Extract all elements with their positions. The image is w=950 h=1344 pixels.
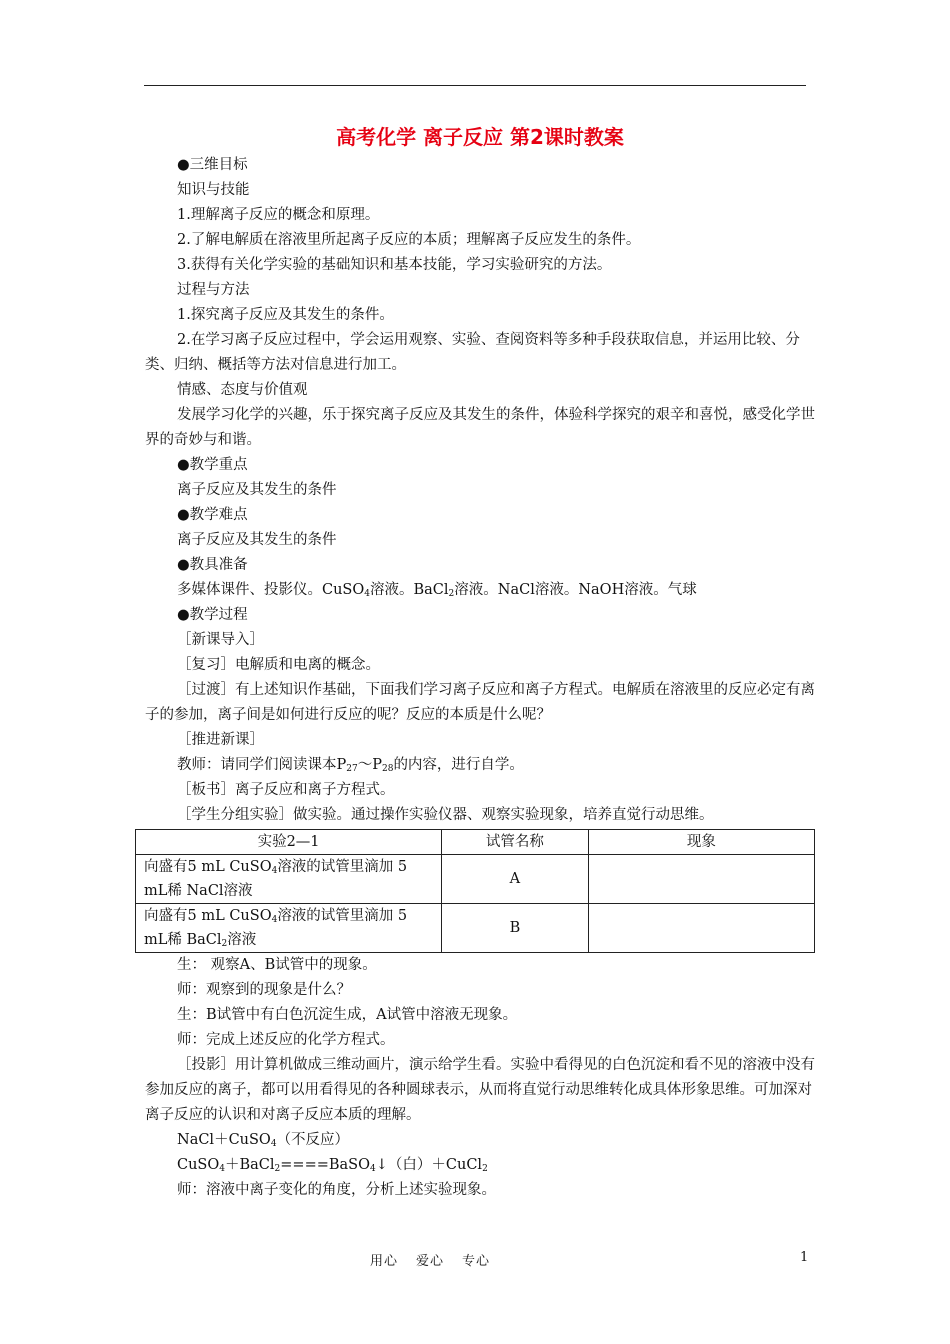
motto-1: 用心	[370, 1254, 399, 1269]
knowledge-item-3: 3.获得有关化学实验的基础知识和基本技能，学习实验研究的方法。	[177, 257, 612, 273]
table-header-row	[136, 830, 815, 855]
difficulty-heading: ●教学难点	[177, 507, 248, 523]
process2-heading: ●教学过程	[177, 607, 248, 623]
process-item-2: 2.在学习离子反应过程中，学会运用观察、实验、查阅资料等多种手段获取信息，并运用比较、分类、归纳、概括等方法对信息进行加工。	[145, 332, 800, 373]
table-row	[136, 855, 815, 904]
difficulty-text: 离子反应及其发生的条件	[177, 532, 337, 548]
equation-1: NaCl＋CuSO$_4$（不反应）	[177, 1132, 350, 1149]
emotion-item: 发展学习化学的兴趣，乐于探究离子反应及其发生的条件，体验科学探究的艰辛和喜悦，感受化学世界的奇妙与和谐。	[145, 407, 815, 448]
transition: ［过渡］有上述知识作基础，下面我们学习离子反应和离子方程式。电解质在溶液里的反应必定有离子的参加，离子间是如何进行反应的呢？反应的本质是什么呢？	[145, 682, 815, 723]
header-tube: 试管名称	[442, 830, 589, 855]
row2-phenomenon	[588, 904, 814, 953]
focus-text: 离子反应及其发生的条件	[177, 482, 337, 498]
goals-heading: ●三维目标	[177, 157, 248, 173]
header-experiment: 实验2—1	[136, 830, 442, 855]
focus-heading: ●教学重点	[177, 457, 248, 473]
experiment-table	[135, 829, 815, 953]
footer-motto	[370, 1250, 508, 1269]
teacher-instruction: 教师：请同学们阅读课本$P_{27}\sim P_{28}$的内容，进行自学。	[177, 757, 524, 774]
projection-text: ［投影］用计算机做成三维动画片，演示给学生看。实验中看得见的白色沉淀和看不见的溶液中没有参加反应的离子，都可以用看得见的各种圆球表示，从而将直觉行动思维转化成具体形象思维。可加深对离子反应的认识和对离子反应本质的理解。	[145, 1057, 815, 1123]
group-experiment: ［学生分组实验］做实验。通过操作实验仪器、观察实验现象，培养直觉行动思维。	[177, 807, 714, 823]
teacher-line-2: 师：完成上述反应的化学方程式。	[177, 1032, 395, 1048]
new-intro: ［新课导入］	[177, 632, 264, 648]
row1-phenomenon	[588, 855, 814, 904]
board-note: ［板书］离子反应和离子方程式。	[177, 782, 395, 798]
motto-2: 爱心	[416, 1254, 445, 1269]
process-item-1: 1.探究离子反应及其发生的条件。	[177, 307, 394, 323]
advance: ［推进新课］	[177, 732, 264, 748]
document-body	[145, 122, 815, 1203]
equation-2: CuSO$_4$＋BaCl$_2$====BaSO$_4$↓（白）＋CuCl$_2$	[177, 1157, 488, 1174]
student-line-1: 生： 观察A、B试管中的现象。	[177, 957, 377, 973]
row2-tube: B	[442, 904, 589, 953]
row1-tube: A	[442, 855, 589, 904]
prep-heading: ●教具准备	[177, 557, 248, 573]
motto-3: 专心	[462, 1254, 491, 1269]
knowledge-item-2: 2.了解电解质在溶液里所起离子反应的本质；理解离子反应发生的条件。	[177, 232, 641, 248]
review: ［复习］电解质和电离的概念。	[177, 657, 380, 673]
teacher-line-1: 师：观察到的现象是什么？	[177, 982, 351, 998]
table-row	[136, 904, 815, 953]
student-line-2: 生：B试管中有白色沉淀生成，A试管中溶液无现象。	[177, 1007, 518, 1023]
emotion-heading: 情感、态度与价值观	[177, 382, 308, 398]
header-rule	[144, 85, 806, 86]
page-number: 1	[800, 1250, 809, 1265]
knowledge-heading: 知识与技能	[177, 182, 250, 198]
document-title: 高考化学 离子反应 第2课时教案	[336, 125, 624, 149]
row2-procedure: 向盛有5 mL CuSO$_4$溶液的试管里滴加 5 mL稀 BaCl$_2$溶液	[136, 904, 442, 953]
process-heading: 过程与方法	[177, 282, 250, 298]
knowledge-item-1: 1.理解离子反应的概念和原理。	[177, 207, 380, 223]
header-phenomenon: 现象	[588, 830, 814, 855]
teacher-line-3: 师：溶液中离子变化的角度，分析上述实验现象。	[177, 1182, 496, 1198]
row1-procedure: 向盛有5 mL CuSO$_4$溶液的试管里滴加 5 mL稀 NaCl溶液	[136, 855, 442, 904]
prep-text: 多媒体课件、投影仪。CuSO$_4$溶液。BaCl$_2$溶液。NaCl溶液。NaOH溶液。气球	[177, 582, 697, 599]
